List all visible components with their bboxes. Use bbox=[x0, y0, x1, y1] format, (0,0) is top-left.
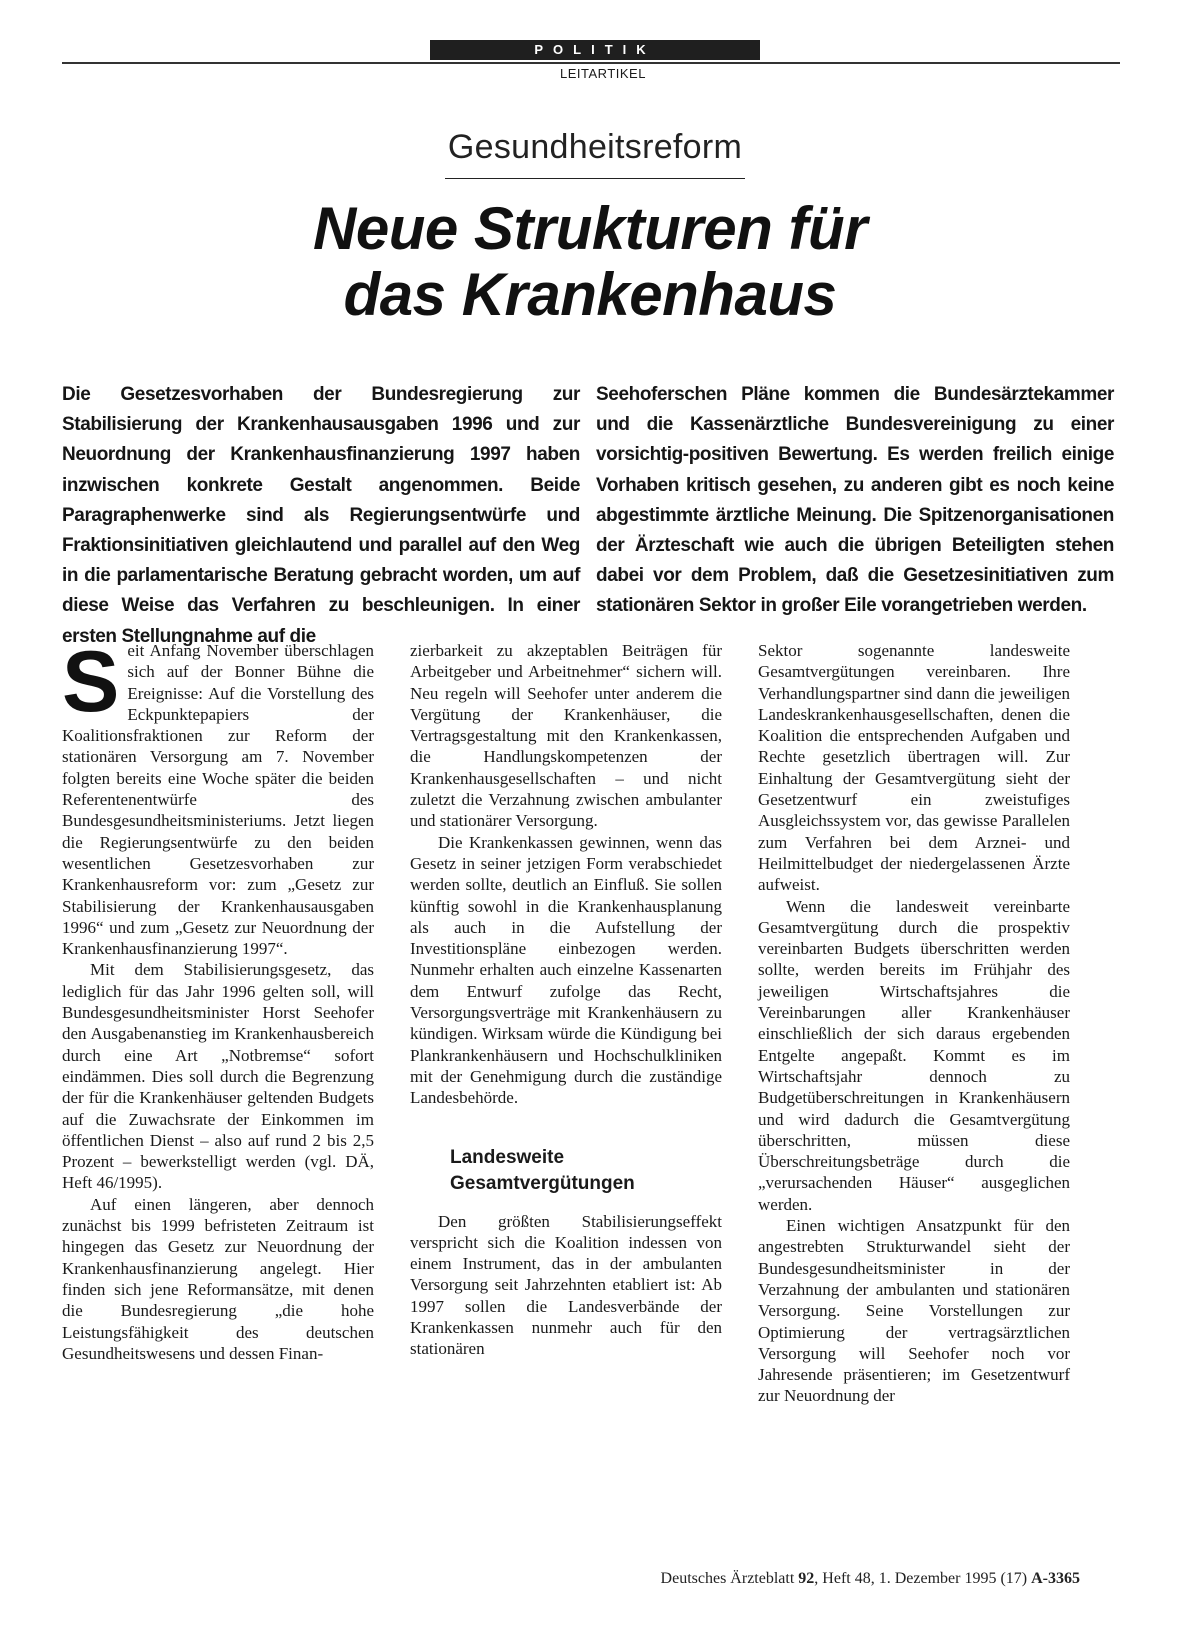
body-column-3 bbox=[758, 640, 1070, 1407]
headline bbox=[100, 196, 1080, 328]
footer-journal: Deutsches Ärzteblatt bbox=[660, 1570, 795, 1587]
footer-page-number: A-3365 bbox=[1031, 1570, 1080, 1587]
body-paragraph: Auf einen längeren, aber dennoch zunächst bis 1999 befristeten Zeitraum ist hingegen das Gesetz zur Neuordnung der Krankenhausfinanzierung angelegt. Hier finden sich jene Reformansätze, mit denen die Bundesregierung „die hohe Leistungsfähigkeit des deutschen Gesundheitswesens und dessen Finan- bbox=[62, 1194, 374, 1363]
body-paragraph: zierbarkeit zu akzeptablen Beiträgen für Arbeitgeber und Arbeitnehmer“ sichern will. Neu regeln will Seehofer unter anderem die Vergütung der Krankenhäuser, die Vertragsgestaltung mit den Krankenkassen, die Handlungskompetenzen der Krankenhausgesellschaften – und nicht zuletzt die Verzahnung zwischen ambulanter und stationärer Versorgung. bbox=[410, 641, 722, 831]
subheading-line-2: Gesamtvergütungen bbox=[450, 1172, 635, 1194]
footer-volume: 92 bbox=[798, 1570, 815, 1587]
body-paragraph: Die Krankenkassen gewinnen, wenn das Gesetz in seiner jetzigen Form verabschiedet werden sollte, deutlich an Einfluß. Sie sollen künftig sowohl in die Krankenhausplanung als auch in die Aufstellung der Investitionspläne einbezogen werden. Nunmehr erhalten auch einzelne Kassenarten dem Entwurf zufolge das Recht, Versorgungsverträge mit Krankenhäusern zu kündigen. Wirksam würde die Kündigung bei Plankrankenhäusern und Hochschulkliniken mit der Genehmigung durch die zuständige Landesbehörde. bbox=[410, 832, 722, 1108]
body-paragraph bbox=[62, 634, 374, 959]
subsection-label: LEITARTIKEL bbox=[560, 66, 646, 81]
top-rule bbox=[62, 62, 1120, 64]
page-footer bbox=[560, 1570, 1080, 1588]
body-paragraph-text: eit Anfang November überschlagen sich auf der Bonner Bühne die Ereignisse: Auf die Vorstellung des Eckpunktepapiers der Koalitionsfraktionen zur Reform der stationären Versorgung am 7. November folgten bereits eine Woche später die beiden Referentenentwürfe des Bundesgesundheitsministeriums. Jetzt liegen die Regierungsentwürfe zu den beiden wesentlichen Gesetzesvorhaben zur Krankenhausreform vor: zum „Gesetz zur Stabilisierung der Krankenhausausgaben 1996“ und zum „Gesetz zur Neuordnung der Krankenhausfinanzierung 1997“. bbox=[62, 641, 374, 959]
footer-issue: , Heft 48, 1. Dezember 1995 (17) bbox=[814, 1570, 1028, 1587]
drop-cap: S bbox=[62, 634, 120, 730]
body-column-2 bbox=[410, 640, 722, 1360]
section-label: POLITIK bbox=[430, 40, 760, 60]
kicker-title: Gesundheitsreform bbox=[447, 128, 743, 166]
lead-paragraph-right: Seehoferschen Pläne kommen die Bundesärztekammer und die Kassenärztliche Bundesvereinigung zu einer vorsichtig-positiven Bewertung. Es werden freilich einige Vorhaben kritisch gesehen, zu anderen gibt es noch keine abgestimmte ärztliche Meinung. Die Spitzenorganisationen der Ärzteschaft wie auch die übrigen Beteiligten stehen dabei vor dem Problem, daß die Gesetzesinitiativen zum stationären Sektor in großer Eile vorangetrieben werden. bbox=[596, 384, 1114, 617]
kicker-underline bbox=[445, 178, 745, 179]
headline-line-2: das Krankenhaus bbox=[343, 261, 837, 328]
body-paragraph: Den größten Stabilisierungseffekt verspricht sich die Koalition indessen von einem Instrument, das in der ambulanten Versorgung seit Jahrzehnten etabliert ist: Ab 1997 sollen die Landesverbände der Krankenkassen nunmehr auch für den stationären bbox=[410, 1211, 722, 1359]
subheading bbox=[450, 1145, 722, 1197]
lead-paragraph-left: Die Gesetzesvorhaben der Bundesregierung zur Stabilisierung der Krankenhausausgaben 1996 und zur Neuordnung der Krankenhausfinanzierung 1997 haben inzwischen konkrete Gestalt angenommen. Beide Paragraphenwerke sind als Regierungsentwürfe und Fraktionsinitiativen gleichlautend und parallel auf den Weg in die parlamentarische Beratung gebracht worden, um auf diese Weise das Verfahren zu beschleunigen. In einer ersten Stellungnahme auf die bbox=[62, 384, 580, 647]
body-paragraph: Wenn die landesweit vereinbarte Gesamtvergütung durch die prospektiv vereinbarten Budgets überschritten werden sollte, werden bereits im Frühjahr des jeweiligen Wirtschaftsjahres die Vereinbarungen aller Krankenhäuser einschließlich der sich daraus ergebenden Entgelte angepaßt. Kommt es im Wirtschaftsjahr dennoch zu Budgetüberschreitungen in Krankenhäusern und wird dadurch die Gesamtvergütung überschritten, müssen diese Überschreitungsbeträge durch die „verursachenden Häuser“ ausgeglichen werden. bbox=[758, 896, 1070, 1214]
body-paragraph: Mit dem Stabilisierungsgesetz, das lediglich für das Jahr 1996 gelten soll, will Bundesgesundheitsminister Horst Seehofer den Ausgabenanstieg im Krankenhausbereich durch eine Art „Notbremse“ sofort eindämmen. Dies soll durch die Begrenzung der für die Krankenhäuser geltenden Budgets auf die Zuwachsrate der Einkommen im öffentlichen Dienst – also auf rund 2 bis 2,5 Prozent – bewerkstelligt werden (vgl. DÄ, Heft 46/1995). bbox=[62, 960, 374, 1193]
headline-line-1: Neue Strukturen für bbox=[313, 195, 867, 262]
body-paragraph: Einen wichtigen Ansatzpunkt für den angestrebten Strukturwandel sieht der Bundesgesundheitsminister in der Verzahnung der ambulanten und stationären Versorgung. Seine Vorstellungen zur Optimierung der vertragsärztlichen Versorgung will Seehofer noch vor Jahresende präsentieren; im Gesetzentwurf zur Neuordnung der bbox=[758, 1216, 1070, 1406]
subheading-line-1: Landesweite bbox=[450, 1146, 565, 1168]
body-column-1 bbox=[62, 634, 374, 1364]
body-paragraph: Sektor sogenannte landesweite Gesamtvergütungen vereinbaren. Ihre Verhandlungspartner sind dann die jeweiligen Landeskrankenhausgesellschaften, denen die Koalition die entsprechenden Aufgaben und Rechte gesetzlich übertragen will. Zur Einhaltung der Gesamtvergütung sieht der Gesetzentwurf ein zweistufiges Ausgleichssystem vor, das gewisse Parallelen zum Verfahren bei dem Arznei- und Heilmittelbudget der niedergelassenen Ärzte aufweist. bbox=[758, 641, 1070, 895]
